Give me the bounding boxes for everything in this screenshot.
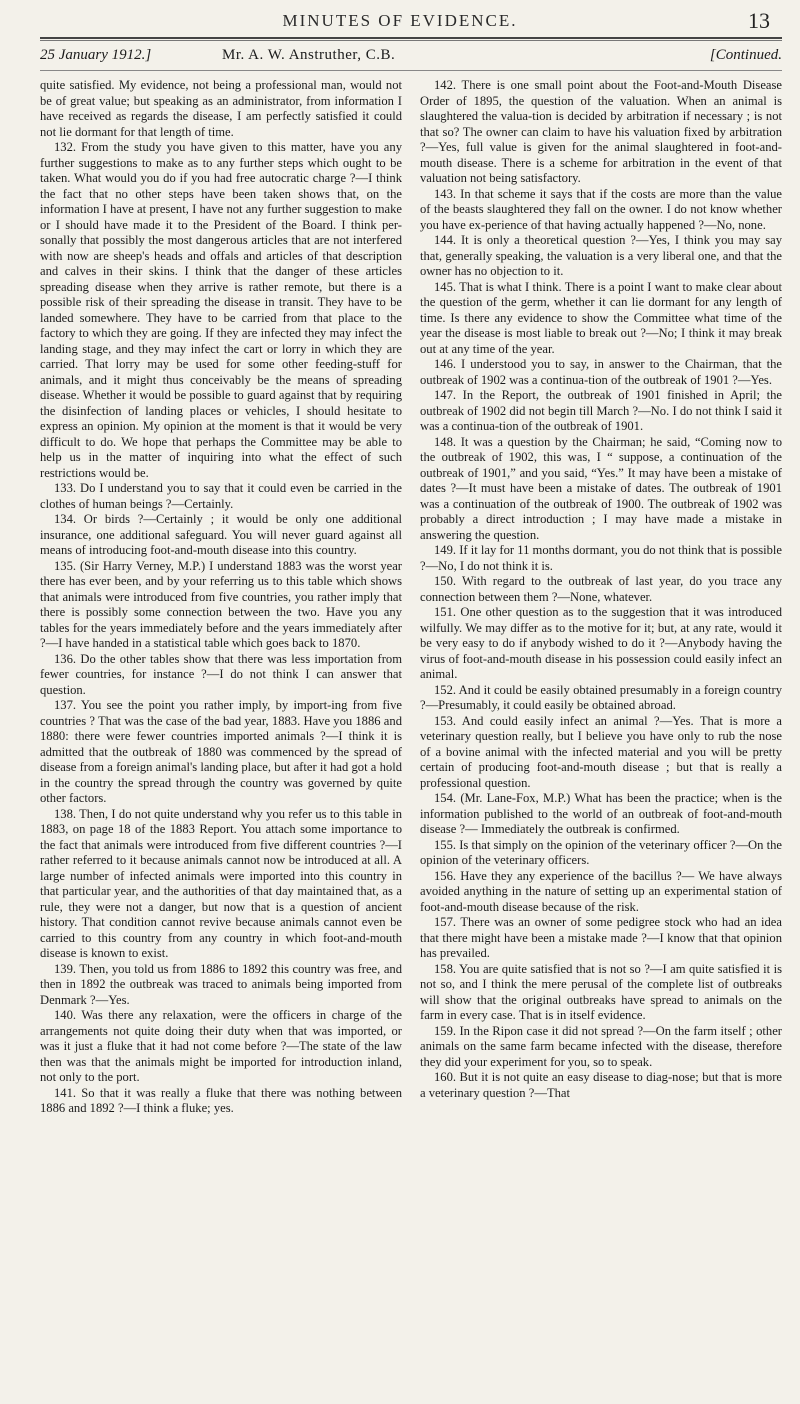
subheader-rule: [40, 70, 782, 71]
paragraph: 134. Or birds ?—Certainly ; it would be only one additional insurance, one additional safeguard. You will never guard against all means of introducing foot-and-mouth disease into this country.: [40, 512, 402, 557]
paragraph: 140. Was there any relaxation, were the officers in charge of the arrangements not quite doing their duty when that was imported, or was it just a fluke that it had not come before ?—The state of the law then was that the animals might be imported for introduction inland, not only to the port.: [40, 1008, 402, 1084]
paragraph: 139. Then, you told us from 1886 to 1892 this country was free, and then in 1892 the outbreak was traced to animals being imported from Denmark ?—Yes.: [40, 961, 402, 1007]
paragraph: 159. In the Ripon case it did not spread ?—On the farm itself ; other animals on the same farm became infected with the disease, therefore they did your experiment for you, so to speak.: [420, 1023, 782, 1069]
paragraph: 151. One other question as to the suggestion that it was introduced wilfully. We may differ as to the motive for it; but, at any rate, would it be very easy to do if anybody wished to do it ?—Anybody having the virus of foot-and-mouth disease in his possession could easily infect an animal.: [420, 605, 782, 681]
paragraph: 158. You are quite satisfied that is not so ?—I am quite satisfied it is not so, and I think the mere perusal of the complete list of outbreaks will show that the original outbreaks have spread to animals on the farm in every case. That is in itself evidence.: [420, 961, 782, 1022]
witness-name: Mr. A. W. Anstruther, C.B.: [222, 47, 396, 63]
subheader: [40, 47, 782, 69]
paragraph: 153. And could easily infect an animal ?—Yes. That is more a veterinary question really, but I believe you have only to rub the nose of a bovine animal with the infected material and you will be pretty certain of producing foot-and-mouth disease ; but that is really a professional question.: [420, 713, 782, 790]
paragraph: 137. You see the point you rather imply, by import-ing from five countries ? That was the case of the bad year, 1883. Have you 1886 and 1880: there were fewer countries imported animals ?—I think it is admitted that the outbreak of 1880 was commenced by the spread of disease from a foreign animal's landing place, but after it had got a hold in the country the spread through the country was governed by quite other factors.: [40, 698, 402, 805]
paragraph: 154. (Mr. Lane-Fox, M.P.) What has been the practice; when is the information published to the world of an outbreak of foot-and-mouth disease ?— Immediately the outbreak is confirmed.: [420, 791, 782, 836]
paragraph: 152. And it could be easily obtained presumably in a foreign country ?—Presumably, it could easily be obtained abroad.: [420, 682, 782, 712]
paragraph: 145. That is what I think. There is a point I want to make clear about the question of the germ, whether it can lie dormant for any length of time. Is there any evidence to show the Committee what time of the year the disease is most liable to break out ?—No; I think it may break out at any time of the year.: [420, 279, 782, 356]
running-head: [0, 8, 800, 34]
paragraph: 132. From the study you have given to this matter, have you any further suggestions to make as to any further steps which ought to be taken. What would you do if you had free autocratic charge ?—I think the fact that no other steps have been taken shows that, on the information I have at present, I have not any further suggestion to make or I should have made it to the President of the Board. I think per-sonally that possibly the most dangerous articles that are not interfered with now are sheep's heads and offals and articles of that description and calves in their skins. I think that the danger of these articles spreading disease when they arrive is rather remote, but there is a possible risk of their spreading the disease in transit. They have to be landed somewhere. They have to be carried from that place to the factory to which they are going. If they are infected they may infect the landing stage, and they may infect the cart or lorry in which they are carried. That lorry may be used for some other feeding-stuff for animals, and it might thus conceivably be the means of spreading disease. Whether it would be possible to guard against that by requiring the disinfection of landing places or vehicles, I should hesitate to express an opinion. My opinion at the moment is that it would be very difficult to do. We hope that perhaps the Committee may be able to help us in the matter of inquiring into what the effect of such restrictions would be.: [40, 140, 402, 480]
paragraph: 155. Is that simply on the opinion of the veterinary officer ?—On the opinion of the veterinary officers.: [420, 837, 782, 867]
paragraph: 136. Do the other tables show that there was less importation from fewer countries, for instance ?—I do not think I can answer that question.: [40, 651, 402, 697]
paragraph: 160. But it is not quite an easy disease to diag-nose; but that is more a veterinary question ?—That: [420, 1070, 782, 1100]
paragraph: 144. It is only a theoretical question ?—Yes, I think you may say that, generally speaking, the valuation is a very liberal one, and that the owner has no objection to it.: [420, 233, 782, 278]
header-rule: [40, 37, 782, 39]
right-column: [420, 78, 782, 1400]
paragraph: 135. (Sir Harry Verney, M.P.) I understand 1883 was the worst year there has ever been, and by your referring us to this table which shows that animals were introduced from five countries, you rather imply that there is possibly some connection between the two. Have you any tables for the years immediately before and the years immediately after ?—I have handed in a statistical table which goes back to 1870.: [40, 558, 402, 650]
paragraph: 146. I understood you to say, in answer to the Chairman, that the outbreak of 1902 was a continua-tion of the outbreak of 1901 ?—Yes.: [420, 357, 782, 387]
paragraph: quite satisfied. My evidence, not being a professional man, would not be of great value; but speaking as an administrator, from information I have received as regards the disease, I am perfectly satisfied it could not lie dormant for that length of time.: [40, 78, 402, 139]
paragraph: 133. Do I understand you to say that it could even be carried in the clothes of human beings ?—Certainly.: [40, 481, 402, 511]
paragraph: 157. There was an owner of some pedigree stock who had an idea that there might have been a mistake made ?—I know that that opinion has prevailed.: [420, 915, 782, 960]
running-title: MINUTES OF EVIDENCE.: [282, 11, 518, 30]
session-date: 25 January 1912.]: [40, 47, 152, 63]
paragraph: 143. In that scheme it says that if the costs are more than the value of the beasts slaughtered they fall on the owner. I do not know whether you have ex-perience of that having actually happened ?—No, none.: [420, 186, 782, 232]
page-number: 13: [748, 8, 770, 33]
paragraph: 138. Then, I do not quite understand why you refer us to this table in 1883, on page 18 of the 1883 Report. You attach some importance to the fact that animals were introduced from five different countries ?—I rather referred to it because animals cannot now be introduced at all. A large number of infected animals were imported into this country in that particular year, and the authorities of that day maintained that, as a rule, they were not a danger, but now that is a question of ancient history. That condition cannot revive because animals cannot even be carried to this country from any country in which foot-and-mouth disease is known to exist.: [40, 806, 402, 960]
paragraph: 149. If it lay for 11 months dormant, you do not think that is possible ?—No, I do not think it is.: [420, 543, 782, 573]
paragraph: 156. Have they any experience of the bacillus ?— We have always avoided anything in the nature of setting up an experimental station of foot-and-mouth disease because of the risk.: [420, 868, 782, 914]
left-column: [40, 78, 402, 1400]
paragraph: 142. There is one small point about the Foot-and-Mouth Disease Order of 1895, the question of the valuation. When an animal is slaughtered the valua-tion is decided by arbitration if necessary ; is not that so? The owner can claim to have his valuation fixed by arbitration ?—Yes, full value is given for the animal slaughtered in foot-and-mouth disease. There is a scheme for arbitration in the event of that valuation not being satisfactory.: [420, 78, 782, 185]
paragraph: 150. With regard to the outbreak of last year, do you trace any connection between them ?—None, whatever.: [420, 574, 782, 604]
paragraph: 148. It was a question by the Chairman; he said, “Coming now to the outbreak of 1902, this was, I “ suppose, a continuation of the outbreak of 1901,” and you said, “Yes.” It may have been a mistake of dates ?—It must have been a mistake of dates. The outbreak of 1901 was a continuation of the outbreak of 1900. The outbreak of 1902 was probably a direct introduction ; I may have made a mistake in answering the question.: [420, 434, 782, 542]
header-rule-thin: [40, 40, 782, 41]
continued-label: [Continued.: [709, 47, 782, 63]
paragraph: 147. In the Report, the outbreak of 1901 finished in April; the outbreak of 1902 did not begin till March ?—No. I do not think I said it was a continua-tion of the outbreak of 1901.: [420, 388, 782, 433]
paragraph: 141. So that it was really a fluke that there was nothing between 1886 and 1892 ?—I think a fluke; yes.: [40, 1085, 402, 1115]
